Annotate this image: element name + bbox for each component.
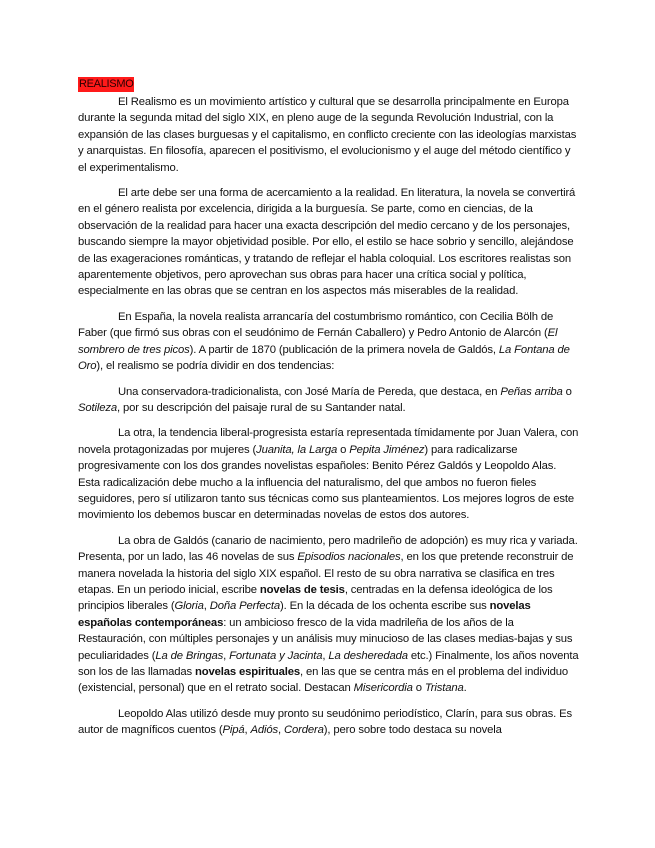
work-title: La desheredada — [328, 649, 408, 662]
text-run: La obra de Galdós (canario de nacimiento, pero madrileño de adopción) es muy rica y variada. Presenta, por un lado, las 46 novelas de sus — [78, 534, 578, 564]
work-title: Sotileza — [78, 401, 117, 414]
work-title: El sombrero de tres picos — [78, 327, 558, 356]
text-run: etc.) Finalmente, los años noventa son los de las llamadas — [78, 649, 579, 678]
paragraph-liberal — [78, 425, 580, 523]
text-run: , por su descripción del paisaje rural de su Santander natal. — [117, 401, 406, 414]
text-run: , — [223, 649, 230, 662]
bold-term: novelas españolas contemporáneas — [78, 600, 531, 629]
bold-term: novelas de tesis — [259, 583, 345, 596]
text-run: , en las que se centra más en el problema del individuo (existencial, personal) que en el retrato social. Destacan — [78, 666, 569, 695]
text-run: Una conservadora-tradicionalista, con José María de Pereda, que destaca, en — [118, 385, 501, 398]
paragraph-conservative — [78, 384, 580, 417]
section-title: REALISMO — [79, 78, 134, 90]
paragraph-galdos — [78, 533, 580, 697]
title-row — [78, 76, 580, 92]
work-title: Doña Perfecta — [209, 600, 281, 613]
paragraph-clarin — [78, 706, 580, 739]
work-title: Episodios nacionales — [297, 551, 401, 564]
text-run: o — [562, 385, 572, 398]
work-title: La de Bringas — [155, 649, 224, 662]
text-run: o — [337, 443, 350, 456]
paragraph-intro: El Realismo es un movimiento artístico y cultural que se desarrolla principalmente en Europa durante la segunda mitad del siglo XIX, en pleno auge de la segunda Revolución Industrial, con la expansión de las clases burguesas y el capitalismo, en conflicto creciente con las ideologías marxistas y anarquistas. En filosofía, aparecen el positivismo, el evolucionismo y el auge del método científico y el experimentalismo. — [78, 96, 577, 174]
work-title: La Fontana de Oro — [78, 343, 570, 373]
work-title: Cordera — [283, 724, 324, 737]
work-title: Tristana — [424, 682, 464, 695]
text-run: ), pero sobre todo destaca su novela — [323, 724, 502, 737]
work-title: Misericordia — [353, 682, 413, 695]
text-run: o — [412, 682, 425, 695]
paragraph-art: El arte debe ser una forma de acercamiento a la realidad. En literatura, la novela se convertirá en el género realista por excelencia, dirigida a la burguesía. Se parte, como en ciencias, de la observación de la realidad para hacer una exacta descripción del medio cercano y de los personajes, buscando siempre la mayor objetividad posible. Por ello, el estilo se hace sobrio y sencillo, alejándose de las exageraciones románticas, y tratando de reflejar el habla coloquial. Los escritores realistas son aparentemente objetivos, pero aprovechan sus obras para hacer una crítica social y política, especialmente en las obras que se centran en los aspectos más miserables de la realidad. — [78, 187, 576, 298]
text-run: ). En la década de los ochenta escribe sus — [280, 600, 490, 613]
text-run: ). A partir de 1870 (publicación de la primera novela de Galdós, — [189, 343, 499, 356]
text-run: , en los que pretende reconstruir de manera novelada la historia del siglo XIX español. El resto de su obra narrativa se clasifica en tres etapas. En un periodo inicial, escribe — [78, 551, 574, 596]
text-run: , centradas en la defensa ideológica de los principios liberales ( — [78, 583, 553, 613]
work-title: Pipá — [222, 724, 245, 737]
text-run: ) para radicalizarse progresivamente con los dos grandes novelistas españoles: Benito Pérez Galdós y Leopoldo Alas. Esta radicalización debe mucho a la influencia del naturalismo, del que ambos no fueron fieles seguidores, pero sí utilizaron tanto sus técnicas como sus planteamientos. Los mejores logros de este movimiento los debemos buscar en determinadas novelas de estos dos autores. — [78, 443, 574, 522]
text-run: : un ambicioso fresco de la vida madrileña de los años de la Restauración, con múltiples personajes y un análisis muy minucioso de las clases medias-bajas y sus peculiaridades ( — [78, 616, 573, 662]
paragraph-spain — [78, 309, 580, 375]
text-run: ), el realismo se podría dividir en dos tendencias: — [96, 360, 335, 373]
text-run: , — [322, 649, 329, 662]
text-run: La otra, la tendencia liberal-progresista estaría representada tímidamente por Juan Valera, con novela protagonizadas por mujeres ( — [78, 427, 579, 456]
work-title: Adiós — [250, 724, 278, 737]
document-page — [78, 76, 580, 748]
work-title: Gloria — [174, 600, 204, 613]
text-run: , — [203, 600, 210, 613]
text-run: , — [244, 724, 251, 737]
work-title: Juanita, la Larga — [256, 443, 338, 456]
text-run: , — [278, 724, 284, 737]
text-run: En España, la novela realista arrancaría del costumbrismo romántico, con Cecilia Bölh de Faber (que firmó sus obras con el seudónimo de Fernán Caballero) y Pedro Antonio de Alarcón ( — [78, 310, 554, 340]
work-title: Pepita Jiménez — [349, 443, 425, 456]
bold-term: novelas espirituales — [194, 666, 300, 678]
text-run: . — [463, 682, 467, 695]
text-run: Leopoldo Alas utilizó desde muy pronto su seudónimo periodístico, Clarín, para sus obras. Es autor de magníficos cuentos ( — [78, 707, 573, 737]
work-title: Peñas arriba — [500, 385, 563, 398]
work-title: Fortunata y Jacinta — [229, 649, 323, 662]
